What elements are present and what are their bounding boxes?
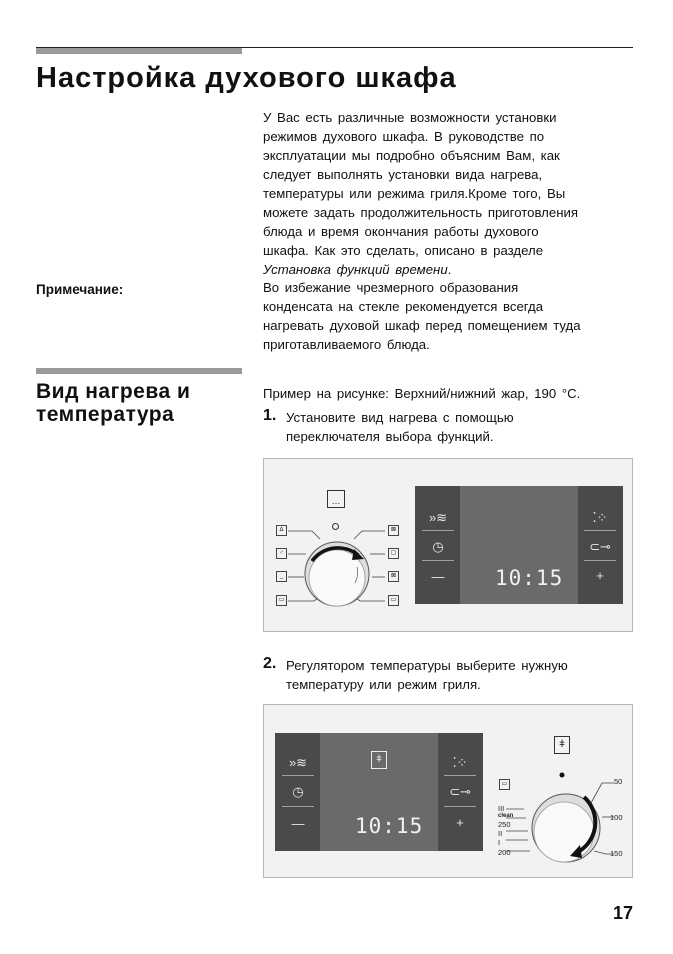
timer-button[interactable]: ◷ xyxy=(432,539,444,554)
bottom-heat-icon: _ xyxy=(276,571,287,582)
page-title: Настройка духового шкафа xyxy=(36,62,457,94)
defrost-icon: ▭ xyxy=(388,595,399,606)
key-button[interactable]: ⊂⊸ xyxy=(449,784,471,799)
section-rule-bar xyxy=(36,368,242,374)
grill-large-icon: ▢ xyxy=(388,548,399,559)
clock-readout: 10:15 xyxy=(495,566,564,590)
selector-leader-lines xyxy=(264,459,404,631)
temp-label-150: 150 xyxy=(610,849,623,858)
step-number: 1. xyxy=(263,407,277,424)
hot-air-icon: ∆ xyxy=(276,525,287,536)
thermometer-icon: ǂ xyxy=(554,736,570,754)
temp-label-250: 250 xyxy=(498,820,511,829)
section-heading xyxy=(36,380,190,426)
intro-line: температуры или режима гриля.Кроме того, Вы xyxy=(263,186,566,201)
button-separator xyxy=(584,530,616,531)
note-label: Примечание: xyxy=(36,282,124,297)
step-line: переключателя выбора функций. xyxy=(286,429,494,444)
step-line: Установите вид нагрева с помощью xyxy=(286,410,514,425)
grill-level-1: I xyxy=(498,838,501,847)
temp-label-100: 100 xyxy=(610,813,623,822)
section-heading-line2: температура xyxy=(36,403,175,426)
grill-level-3: III xyxy=(498,804,505,813)
step-text xyxy=(286,656,568,694)
note-line: нагревать духовой шкаф перед помещением туда xyxy=(263,318,581,333)
grill-fan-icon: ⊠ xyxy=(388,525,399,536)
minus-button[interactable]: — xyxy=(431,569,445,584)
top-bottom-heat-icon: ▭ xyxy=(276,595,287,606)
button-separator xyxy=(444,806,476,807)
page-number: 17 xyxy=(612,903,633,923)
child-lock-button[interactable]: ⁚⁘ xyxy=(592,510,608,525)
note-line: Во избежание чрезмерного образования xyxy=(263,280,519,295)
clean-label: clean xyxy=(498,813,514,819)
step-line: температуру или режим гриля. xyxy=(286,677,481,692)
section-heading-line1: Вид нагрева и xyxy=(36,380,191,403)
clock-readout: 10:15 xyxy=(355,814,424,838)
top-rule-bar xyxy=(36,48,242,54)
button-separator xyxy=(422,560,454,561)
button-separator xyxy=(282,775,314,776)
plus-button[interactable]: + xyxy=(456,815,464,830)
pizza-icon: ♂ xyxy=(276,548,287,559)
intro-line: следует выполнять установки вида нагрева, xyxy=(263,167,543,182)
example-line: Пример на рисунке: Верхний/нижний жар, 190 °C. xyxy=(263,386,581,401)
intro-line: шкафа. Как это сделать, описано в разделе xyxy=(263,243,544,258)
button-separator xyxy=(584,560,616,561)
intro-line: блюда и время окончания работы духового xyxy=(263,224,539,239)
display-unit xyxy=(415,486,623,604)
minus-button[interactable]: — xyxy=(291,816,305,831)
temp-label-200: 200 xyxy=(498,848,511,857)
intro-suffix: . xyxy=(447,262,452,277)
top-rule-line xyxy=(36,47,633,48)
quick-heat-button[interactable]: »≋ xyxy=(288,755,308,770)
time-functions-reference: Установка функций времени xyxy=(263,262,448,277)
function-selector-panel xyxy=(263,458,633,632)
note-line: приготавливаемого блюда. xyxy=(263,337,430,352)
grill-icon: ▭ xyxy=(499,779,510,790)
step-text xyxy=(286,408,514,446)
intro-paragraph xyxy=(263,108,578,279)
grill-small-icon: ⊠ xyxy=(388,571,399,582)
intro-line: эксплуатации мы подробно объясним Вам, как xyxy=(263,148,560,163)
step-number: 2. xyxy=(263,655,277,672)
intro-line: У Вас есть различные возможности установки xyxy=(263,110,557,125)
key-button[interactable]: ⊂⊸ xyxy=(589,539,611,554)
note-paragraph xyxy=(263,278,581,354)
quick-heat-button[interactable]: »≋ xyxy=(428,510,448,525)
timer-button[interactable]: ◷ xyxy=(292,784,304,799)
child-lock-button[interactable]: ⁚⁘ xyxy=(452,755,468,770)
oven-lamp-icon: … xyxy=(327,490,345,508)
example-text xyxy=(263,384,580,403)
intro-line: режимов духового шкафа. В руководстве по xyxy=(263,129,545,144)
button-separator xyxy=(444,775,476,776)
note-line: конденсата на стекле рекомендуется всегда xyxy=(263,299,544,314)
button-separator xyxy=(422,530,454,531)
plus-button[interactable]: + xyxy=(596,568,604,583)
step-line: Регулятором температуры выберите нужную xyxy=(286,658,568,673)
thermometer-icon: ǂ xyxy=(371,751,387,769)
temp-label-50: 50 xyxy=(614,777,623,786)
display-unit xyxy=(275,733,483,851)
intro-line: можете задать продолжительность приготовления xyxy=(263,205,578,220)
temperature-selector-panel xyxy=(263,704,633,878)
button-separator xyxy=(282,806,314,807)
grill-level-2: II xyxy=(498,829,503,838)
